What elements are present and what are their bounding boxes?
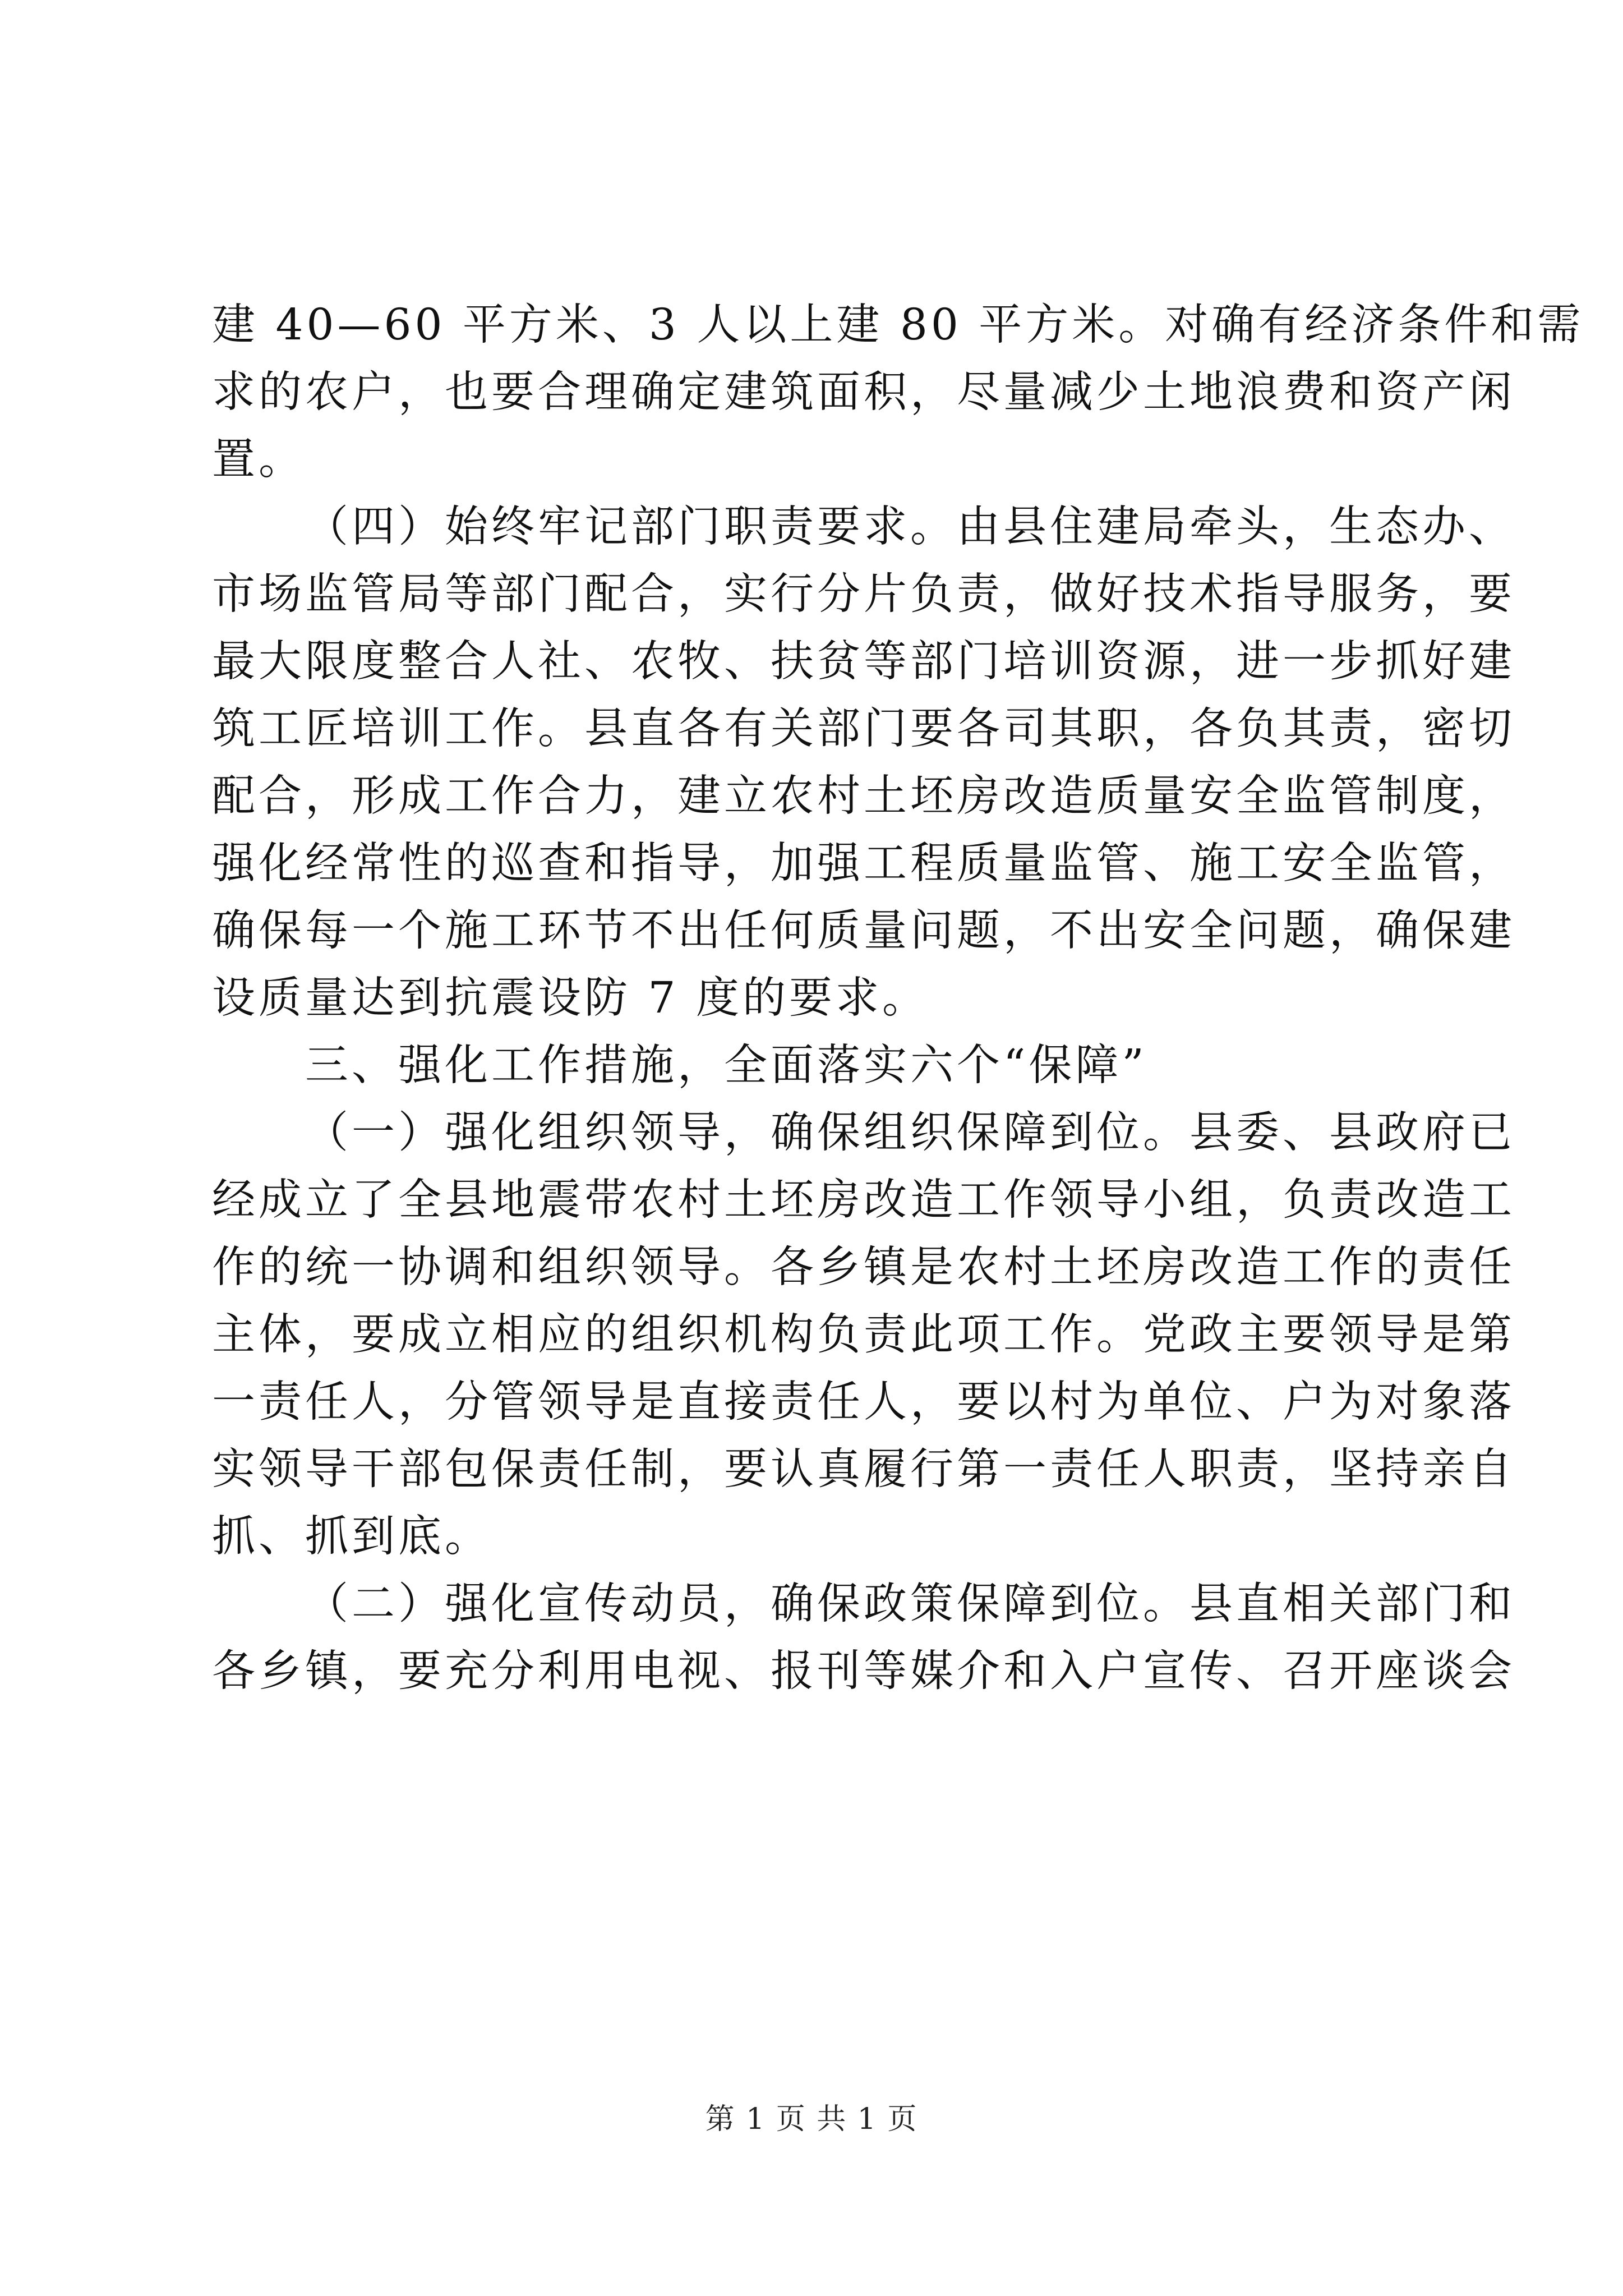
text-line: 三、强化工作措施，全面落实六个“保障” bbox=[305, 1041, 1147, 1091]
text-line: 经成立了全县地震带农村土坯房改造工作领导小组，负责改造工 bbox=[212, 1175, 1515, 1225]
text-line: 一责任人，分管领导是直接责任人，要以村为单位、户为对象落 bbox=[212, 1377, 1515, 1427]
text-line: （二）强化宣传动员，确保政策保障到位。县直相关部门和 bbox=[305, 1579, 1515, 1629]
text-line: 建 40—60 平方米、3 人以上建 80 平方米。对确有经济条件和需 bbox=[212, 300, 1584, 350]
text-line: 置。 bbox=[212, 435, 305, 485]
text-line: 强化经常性的巡查和指导，加强工程质量监管、施工安全监管， bbox=[212, 839, 1515, 889]
text-line: 确保每一个施工环节不出任何质量问题，不出安全问题，确保建 bbox=[212, 906, 1515, 956]
text-line: （一）强化组织领导，确保组织保障到位。县委、县政府已 bbox=[305, 1108, 1515, 1158]
text-line: 作的统一协调和组织领导。各乡镇是农村土坯房改造工作的责任 bbox=[212, 1243, 1515, 1292]
paragraph bbox=[212, 1571, 1515, 1705]
text-line: 实领导干部包保责任制，要认真履行第一责任人职责，坚持亲自 bbox=[212, 1444, 1515, 1494]
document-body bbox=[212, 292, 1584, 1705]
page-footer: 第 1 页 共 1 页 bbox=[705, 2102, 918, 2136]
text-line: 筑工匠培训工作。县直各有关部门要各司其职，各负其责，密切 bbox=[212, 704, 1515, 754]
paragraph bbox=[212, 292, 1584, 494]
text-line: 各乡镇，要充分利用电视、报刊等媒介和入户宣传、召开座谈会 bbox=[212, 1646, 1515, 1696]
paragraph bbox=[212, 494, 1515, 1032]
paragraph bbox=[212, 1032, 1435, 1099]
text-line: （四）始终牢记部门职责要求。由县住建局牵头，生态办、 bbox=[305, 502, 1515, 552]
text-line: 配合，形成工作合力，建立农村土坯房改造质量安全监管制度， bbox=[212, 771, 1515, 821]
text-line: 主体，要成立相应的组织机构负责此项工作。党政主要领导是第 bbox=[212, 1310, 1515, 1360]
text-line: 抓、抓到底。 bbox=[212, 1512, 491, 1562]
text-line: 最大限度整合人社、农牧、扶贫等部门培训资源，进一步抓好建 bbox=[212, 637, 1515, 687]
paragraph bbox=[212, 1099, 1515, 1571]
text-line: 求的农户，也要合理确定建筑面积，尽量减少土地浪费和资产闲 bbox=[212, 367, 1515, 417]
text-line: 设质量达到抗震设防 7 度的要求。 bbox=[212, 973, 929, 1023]
text-line: 市场监管局等部门配合，实行分片负责，做好技术指导服务，要 bbox=[212, 569, 1515, 619]
